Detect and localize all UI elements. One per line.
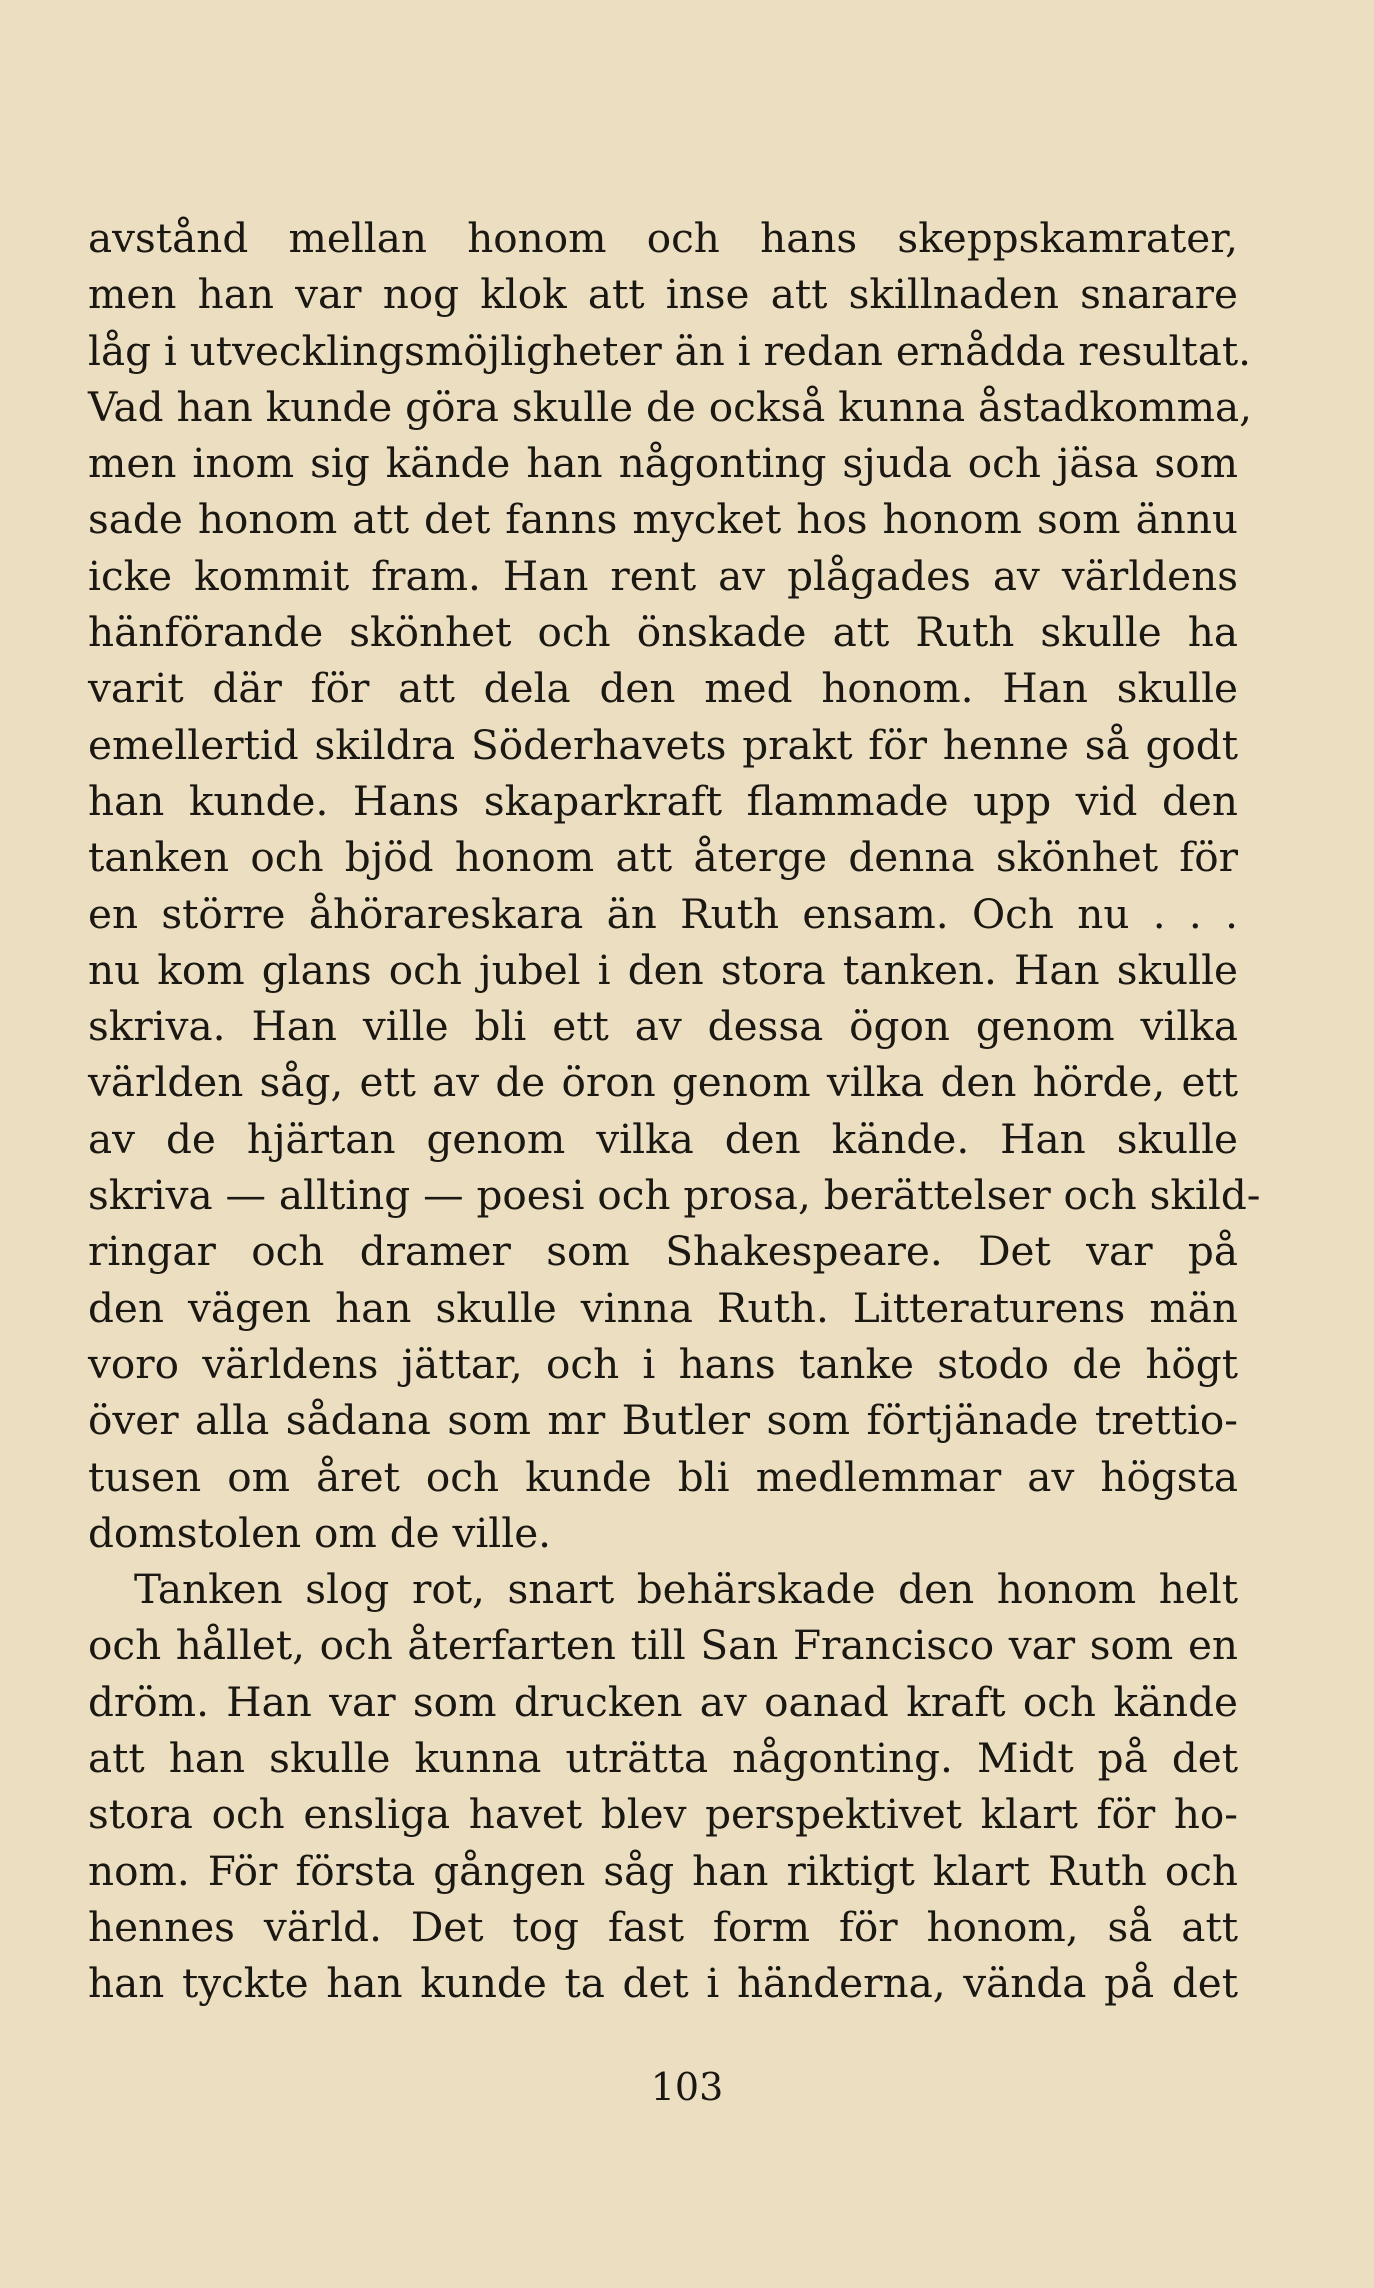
text-line: skriva. Han ville bli ett av dessa ögon genom vilka bbox=[88, 1002, 1238, 1051]
text-line: han kunde. Hans skaparkraft flammade upp vid den bbox=[88, 776, 1238, 825]
text-line: tanken och bjöd honom att återge denna skönhet för bbox=[88, 833, 1238, 882]
text-line: låg i utvecklingsmöjligheter än i redan ernådda resultat. bbox=[88, 326, 1251, 375]
text-line: skriva — allting — poesi och prosa, berättelser och skild- bbox=[88, 1171, 1261, 1220]
page-number: 103 bbox=[650, 2065, 724, 2109]
text-line: ringar och dramer som Shakespeare. Det var på bbox=[88, 1227, 1238, 1276]
text-line: men inom sig kände han någonting sjuda och jäsa som bbox=[88, 439, 1238, 488]
text-line: världen såg, ett av de öron genom vilka den hörde, ett bbox=[88, 1058, 1238, 1107]
text-line: att han skulle kunna uträtta någonting. Midt på det bbox=[88, 1734, 1238, 1783]
text-line: över alla sådana som mr Butler som förtjänade trettio- bbox=[88, 1396, 1238, 1445]
text-line: Tanken slog rot, snart behärskade den honom helt bbox=[134, 1565, 1238, 1614]
text-line: den vägen han skulle vinna Ruth. Litteraturens män bbox=[88, 1283, 1238, 1332]
text-line: hennes värld. Det tog fast form för honom, så att bbox=[88, 1902, 1238, 1951]
text-line: dröm. Han var som drucken av oanad kraft och kände bbox=[88, 1677, 1238, 1726]
text-line: varit där för att dela den med honom. Han skulle bbox=[88, 664, 1238, 713]
text-line: tusen om året och kunde bli medlemmar av högsta bbox=[88, 1452, 1238, 1501]
text-line: stora och ensliga havet blev perspektivet klart för ho- bbox=[88, 1790, 1238, 1839]
text-line: voro världens jättar, och i hans tanke stodo de högt bbox=[88, 1339, 1238, 1388]
text-line: av de hjärtan genom vilka den kände. Han skulle bbox=[88, 1114, 1238, 1163]
paragraph-2 bbox=[88, 1561, 1238, 2011]
text-line: domstolen om de ville. bbox=[88, 1508, 552, 1557]
text-line: men han var nog klok att inse att skillnaden snarare bbox=[88, 270, 1238, 319]
text-line: sade honom att det fanns mycket hos honom som ännu bbox=[88, 495, 1238, 544]
text-line: emellertid skildra Söderhavets prakt för henne så godt bbox=[88, 720, 1238, 769]
body-text bbox=[88, 210, 1261, 2012]
text-line: och hållet, och återfarten till San Francisco var som en bbox=[88, 1621, 1238, 1670]
text-line: en större åhörareskara än Ruth ensam. Och nu . . . bbox=[88, 889, 1238, 938]
text-line: Vad han kunde göra skulle de också kunna åstadkomma, bbox=[88, 382, 1252, 431]
paragraph-1 bbox=[88, 210, 1261, 1561]
text-line: hänförande skönhet och önskade att Ruth skulle ha bbox=[88, 608, 1238, 657]
text-line: avstånd mellan honom och hans skeppskamrater, bbox=[88, 214, 1238, 262]
text-line: nom. För första gången såg han riktigt klart Ruth och bbox=[88, 1846, 1238, 1895]
text-line: han tyckte han kunde ta det i händerna, vända på det bbox=[88, 1959, 1238, 2008]
text-line: nu kom glans och jubel i den stora tanken. Han skulle bbox=[88, 945, 1238, 994]
text-line: icke kommit fram. Han rent av plågades av världens bbox=[88, 551, 1238, 600]
